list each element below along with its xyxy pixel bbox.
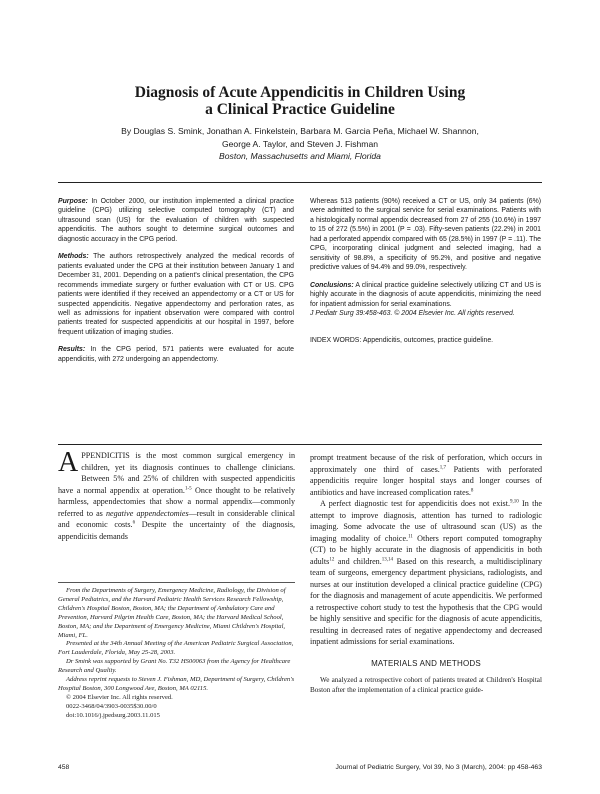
ref-superscript: 1-5 <box>184 485 192 491</box>
abstract-purpose <box>58 197 294 244</box>
authors-line-2: George A. Taylor, and Steven J. Fishman <box>221 138 379 149</box>
citation: J Pediatr Surg 39:458-463. © 2004 Elsevier Inc. All rights reserved. <box>310 309 515 317</box>
ref-superscript: 9,10 <box>509 499 519 505</box>
footnotes <box>58 587 295 721</box>
intro-paragraph: APPENDICITIS is the most common surgical emergency in children, yet its diagnosis continues to challenge clinicians. Between 5% and 25% of children with suspected appendicitis have a normal appendix at operation.$^{1-5}$ Once thought to be relatively harmless, appendectomies that show a normal appendix—commonly referred to as negative appendectomies—result in considerable clinical and economic costs.$^6$ Despite the uncertainty of the diagnosis, appendicitis demands <box>58 447 296 541</box>
body-left-column <box>58 447 296 542</box>
title-line-2: a Clinical Practice Guideline <box>205 101 395 118</box>
journal-footer: Journal of Pediatric Surgery, Vol 39, No 3 (March), 2004: pp 458-463 <box>335 764 542 771</box>
author-block <box>70 125 530 163</box>
drop-cap: A <box>58 447 79 478</box>
abstract-results-continued: Whereas 513 patients (90%) received a CT or US, only 34 patients (6%) were admitted to the surgical service for serial examinations. Patients with a histologically normal appendix decreased from 27 of 255 (10.6%) in 1997 to 15 of 272 (5.5%) in 2001 (P = .03). Fifty-seven patients (22.2%) in 2001 had a perforated appendix compared with 65 (28.5%) in 1997 (P = .11). The CPG, incorporating clinical judgment and selected imaging, had a sensitivity of 98.8%, a specificity of 95.2%, and positive and negative predictive values of 94.4% and 99.0%, respectively. <box>310 198 541 272</box>
ref-superscript: 11 <box>408 533 413 539</box>
results-label: Results: <box>58 346 86 354</box>
body-right-column <box>310 452 542 695</box>
abstract-right-column <box>310 197 541 354</box>
abstract-results <box>58 345 294 364</box>
methods-label: Methods: <box>58 253 89 261</box>
affiliation: Boston, Massachusetts and Miami, Florida <box>219 151 381 162</box>
page-number: 458 <box>58 764 70 771</box>
abstract-conclusions <box>310 281 541 309</box>
abstract-top-rule <box>58 182 542 183</box>
abstract-bottom-rule <box>58 444 542 445</box>
index-words: INDEX WORDS: Appendicitis, outcomes, practice guideline. <box>310 337 494 345</box>
abstract-left-column <box>58 197 294 372</box>
body-paragraph: A perfect diagnostic test for appendicitis does not exist.$^{9,10}$ In the attempt to improve diagnosis, attention has turned to radiologic imaging. Some advocate the use of ultrasound scan (US) as the imaging modality of choice.$^{11}$ Others report computed tomography (CT) to be highly accurate in the diagnosis of appendicitis in both adults$^{12}$ and children.$^{13,14}$ Based on this research, a multidisciplinary team of surgeons, emergency department physicians, radiologists, and nurses at our institution developed a clinical practice guideline (CPG) for the diagnosis and management of acute appendicitis. We performed a retrospective cohort study to test the hypothesis that the CPG would be highly sensitive and specific for the diagnosis of acute appendicitis, resulting in decreased rates of negative appendectomy and decreased inpatient admissions for serial examinations. <box>310 499 542 646</box>
conclusions-label: Conclusions: <box>310 281 354 289</box>
authors-line-1: By Douglas S. Smink, Jonathan A. Finkelstein, Barbara M. Garcia Peña, Michael W. Shannon, <box>121 126 479 136</box>
footnote-grant: Dr Smink was supported by Grant No. T32 HS00063 from the Agency for Healthcare Research and Quality. <box>58 658 291 675</box>
intro-smallcaps: PPENDICITIS <box>81 451 130 460</box>
purpose-text: In October 2000, our institution implemented a clinical practice guideline (CPG) utilizing selective computed tomography (CT) and ultrasound scan (US) for the evaluation of children with suspected appendicitis. The authors sought to determine surgical outcomes and diagnostic accuracy in the CPG period. <box>58 198 294 243</box>
results-text: In the CPG period, 571 patients were evaluated for acute appendicitis, with 272 undergoing an appendectomy. <box>58 346 294 363</box>
footnote-divider <box>58 582 295 583</box>
ref-superscript: 1,7 <box>439 464 447 470</box>
title-line-1: Diagnosis of Acute Appendicitis in Children Using <box>134 84 466 101</box>
footnote-doi: doi:10.1016/j.jpedsurg.2003.11.015 <box>66 711 160 719</box>
conclusions-text: A clinical practice guideline selectively utilizing CT and US is highly accurate in the diagnosis of acute appendicitis, minimizing the need for inpatient admission for serial examinations. <box>310 281 541 308</box>
footnote-presented: Presented at the 34th Annual Meeting of the American Pediatric Surgical Association, Fort Lauderdale, Florida, May 25-28, 2003. <box>58 640 294 657</box>
ref-superscript: 8 <box>470 487 474 493</box>
article-title <box>60 84 540 118</box>
footnote-reprints: Address reprint requests to Steven J. Fishman, MD, Department of Surgery, Children's Hospital Boston, 300 Longwood Ave, Boston, MA 02115. <box>58 676 295 692</box>
footnote-copyright: © 2004 Elsevier Inc. All rights reserved. <box>66 693 173 701</box>
methods-text: The authors retrospectively analyzed the medical records of patients evaluated under the CPG at their institution between January 1 and December 31, 2001. Depending on a patient's clinical presentation, the CPG recommends immediate surgery or further evaluation with CT or US. CPG patients were identified if they received an appendectomy or a CT or US for suspected appendicitis. Negative appendectomy and perforation rates, as well as admissions for inpatient observation were compared with control patients treated for suspected appendicitis at our hospital in 1997, before frequent utilization of imaging studies. <box>58 253 294 336</box>
section-heading-methods: MATERIALS AND METHODS <box>371 658 481 668</box>
footnote-issn: 0022-3468/04/3903-0035$30.00/0 <box>66 702 157 710</box>
ref-superscript: 13,14 <box>381 556 394 562</box>
methods-paragraph: We analyzed a retrospective cohort of patients treated at Children's Hospital Boston after the implementation of a clinical practice guide- <box>310 676 542 694</box>
ref-superscript: 12 <box>329 556 335 562</box>
abstract-methods <box>58 252 294 337</box>
footnote-affiliations: From the Departments of Surgery, Emergency Medicine, Radiology, the Division of General Pediatrics, and the Harvard Pediatric Health Services Research Fellowship, Children's Hospital Boston, Boston, MA; the Department of Ambulatory Care and Prevention, Harvard Pilgrim Health Care, Boston, MA; the Harvard Medical School, Boston, MA; and the Department of Emergency Medicine, Miami Children's Hospital, Miami, FL. <box>58 587 286 639</box>
purpose-label: Purpose: <box>58 198 88 205</box>
ref-superscript: 6 <box>132 520 136 526</box>
body-paragraph: prompt treatment because of the risk of perforation, which occurs in approximately one third of cases.$^{1,7}$ Patients with perforated appendicitis require longer hospital stays and longer courses of antibiotics and have increased complication rates.$^8$ <box>310 453 542 497</box>
